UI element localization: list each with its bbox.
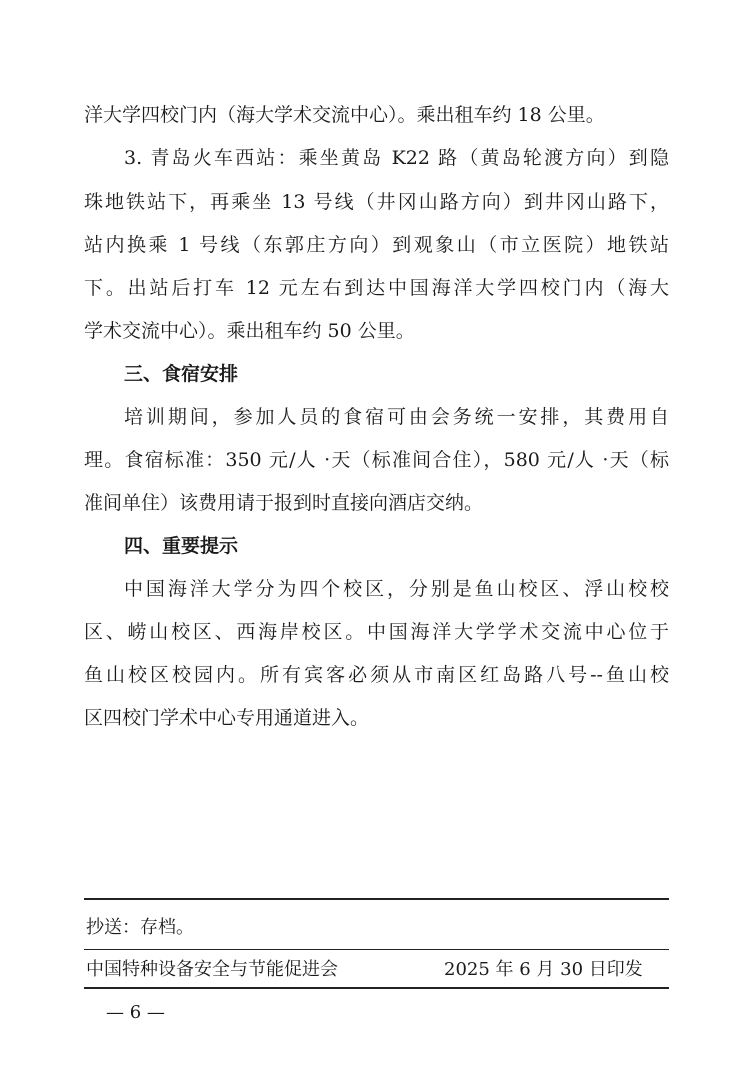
issue-date: 2025 年 6 月 30 日印发 (444, 959, 643, 980)
paragraph-line: 鱼山校区校园内。所有宾客必须从市南区红岛路八号--鱼山校 (84, 664, 669, 686)
paragraph-line: 培训期间，参加人员的食宿可由会务统一安排，其费用自 (124, 406, 669, 428)
footer-bottom-rule (84, 987, 669, 989)
paragraph-line: 区、崂山校区、西海岸校区。中国海洋大学学术交流中心位于 (84, 621, 669, 643)
paragraph-line: 学术交流中心）。乘出租车约 50 公里。 (84, 320, 415, 342)
footer-mid-rule (84, 949, 669, 950)
paragraph-line: 3. 青岛火车西站：乘坐黄岛 K22 路（黄岛轮渡方向）到隐 (124, 147, 669, 169)
cc-line: 抄送：存档。 (86, 917, 194, 938)
section-heading-lodging: 三、食宿安排 (124, 363, 239, 385)
paragraph-line: 下。出站后打车 12 元左右到达中国海洋大学四校门内（海大 (84, 277, 669, 299)
issuer-name: 中国特种设备安全与节能促进会 (86, 959, 338, 980)
paragraph-line: 理。食宿标准：350 元/人 ·天（标准间合住），580 元/人 ·天（标 (84, 449, 669, 471)
footer-top-rule (84, 898, 669, 900)
section-heading-notice: 四、重要提示 (124, 535, 239, 557)
paragraph-line: 区四校门学术中心专用通道进入。 (84, 707, 370, 729)
paragraph-line: 洋大学四校门内（海大学术交流中心）。乘出租车约 18 公里。 (84, 104, 605, 126)
page-number: — 6 — (106, 1002, 165, 1023)
paragraph-line: 准间单住）该费用请于报到时直接向酒店交纳。 (84, 492, 484, 514)
paragraph-line: 站内换乘 1 号线（东郭庄方向）到观象山（市立医院）地铁站 (84, 234, 669, 256)
paragraph-line: 中国海洋大学分为四个校区，分别是鱼山校区、浮山校校 (124, 578, 669, 600)
paragraph-line: 珠地铁站下，再乘坐 13 号线（井冈山路方向）到井冈山路下， (84, 191, 669, 213)
